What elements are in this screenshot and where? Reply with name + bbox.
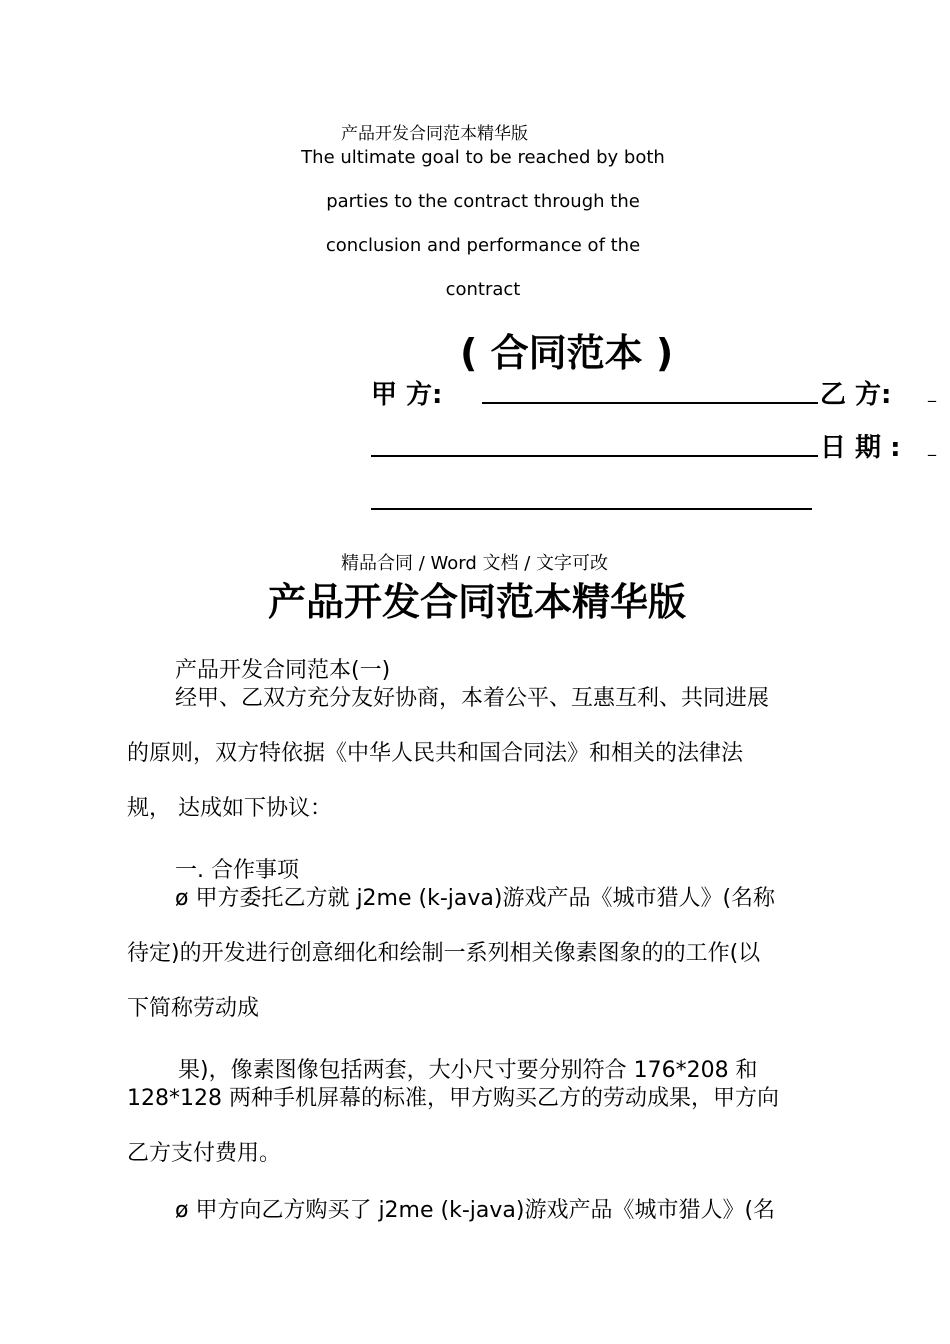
- clause1-cont-line-2: 128*128 两种手机屏幕的标准，甲方购买乙方的劳动成果，甲方向: [127, 1086, 779, 1111]
- intro-line-2: 的原则，双方特依据《中华人民共和国合同法》和相关的法律法: [127, 741, 744, 766]
- english-line-4: contract: [445, 279, 521, 300]
- doc-title-small: 产品开发合同范本精华版: [341, 124, 528, 144]
- english-line-3: conclusion and performance of the: [325, 235, 641, 256]
- date-trailing-mark: _: [928, 437, 936, 456]
- intro-line-1: 经甲、乙双方充分友好协商，本着公平、互惠互利、共同进展: [175, 686, 770, 711]
- party-a-line: [482, 402, 818, 404]
- clause1-line-1: ø 甲方委托乙方就 j2me (k-java)游戏产品《城市猎人》(名称: [175, 886, 776, 911]
- party-b-trailing-mark: _: [928, 383, 936, 402]
- contract-template-title: ( 合同范本 ): [460, 331, 674, 375]
- tagline: 精品合同 / Word 文档 / 文字可改: [341, 553, 609, 574]
- party-b-label: 乙 方:: [820, 380, 892, 410]
- clause1-cont-line-1: 果)，像素图像包括两套，大小尺寸要分别符合 176*208 和: [178, 1058, 758, 1083]
- date-line: [371, 508, 812, 510]
- party-b-line: [371, 455, 818, 457]
- intro-line-3: 规， 达成如下协议：: [127, 796, 332, 821]
- party-a-label: 甲 方:: [371, 380, 443, 410]
- english-line-2: parties to the contract through the: [326, 191, 640, 212]
- section-title: 产品开发合同范本(一): [175, 658, 391, 683]
- main-title: 产品开发合同范本精华版: [268, 580, 687, 624]
- english-line-1: The ultimate goal to be reached by both: [301, 147, 665, 168]
- clause1-line-3: 下简称劳动成: [127, 996, 260, 1021]
- clause1-line-2: 待定)的开发进行创意细化和绘制一系列相关像素图象的的工作(以: [127, 941, 761, 966]
- clause1-cont-line-3: 乙方支付费用。: [127, 1141, 282, 1166]
- clause2-line-1: ø 甲方向乙方购买了 j2me (k-java)游戏产品《城市猎人》(名: [175, 1198, 776, 1223]
- date-label: 日 期 :: [820, 433, 901, 463]
- clause-heading: 一. 合作事项: [175, 858, 299, 883]
